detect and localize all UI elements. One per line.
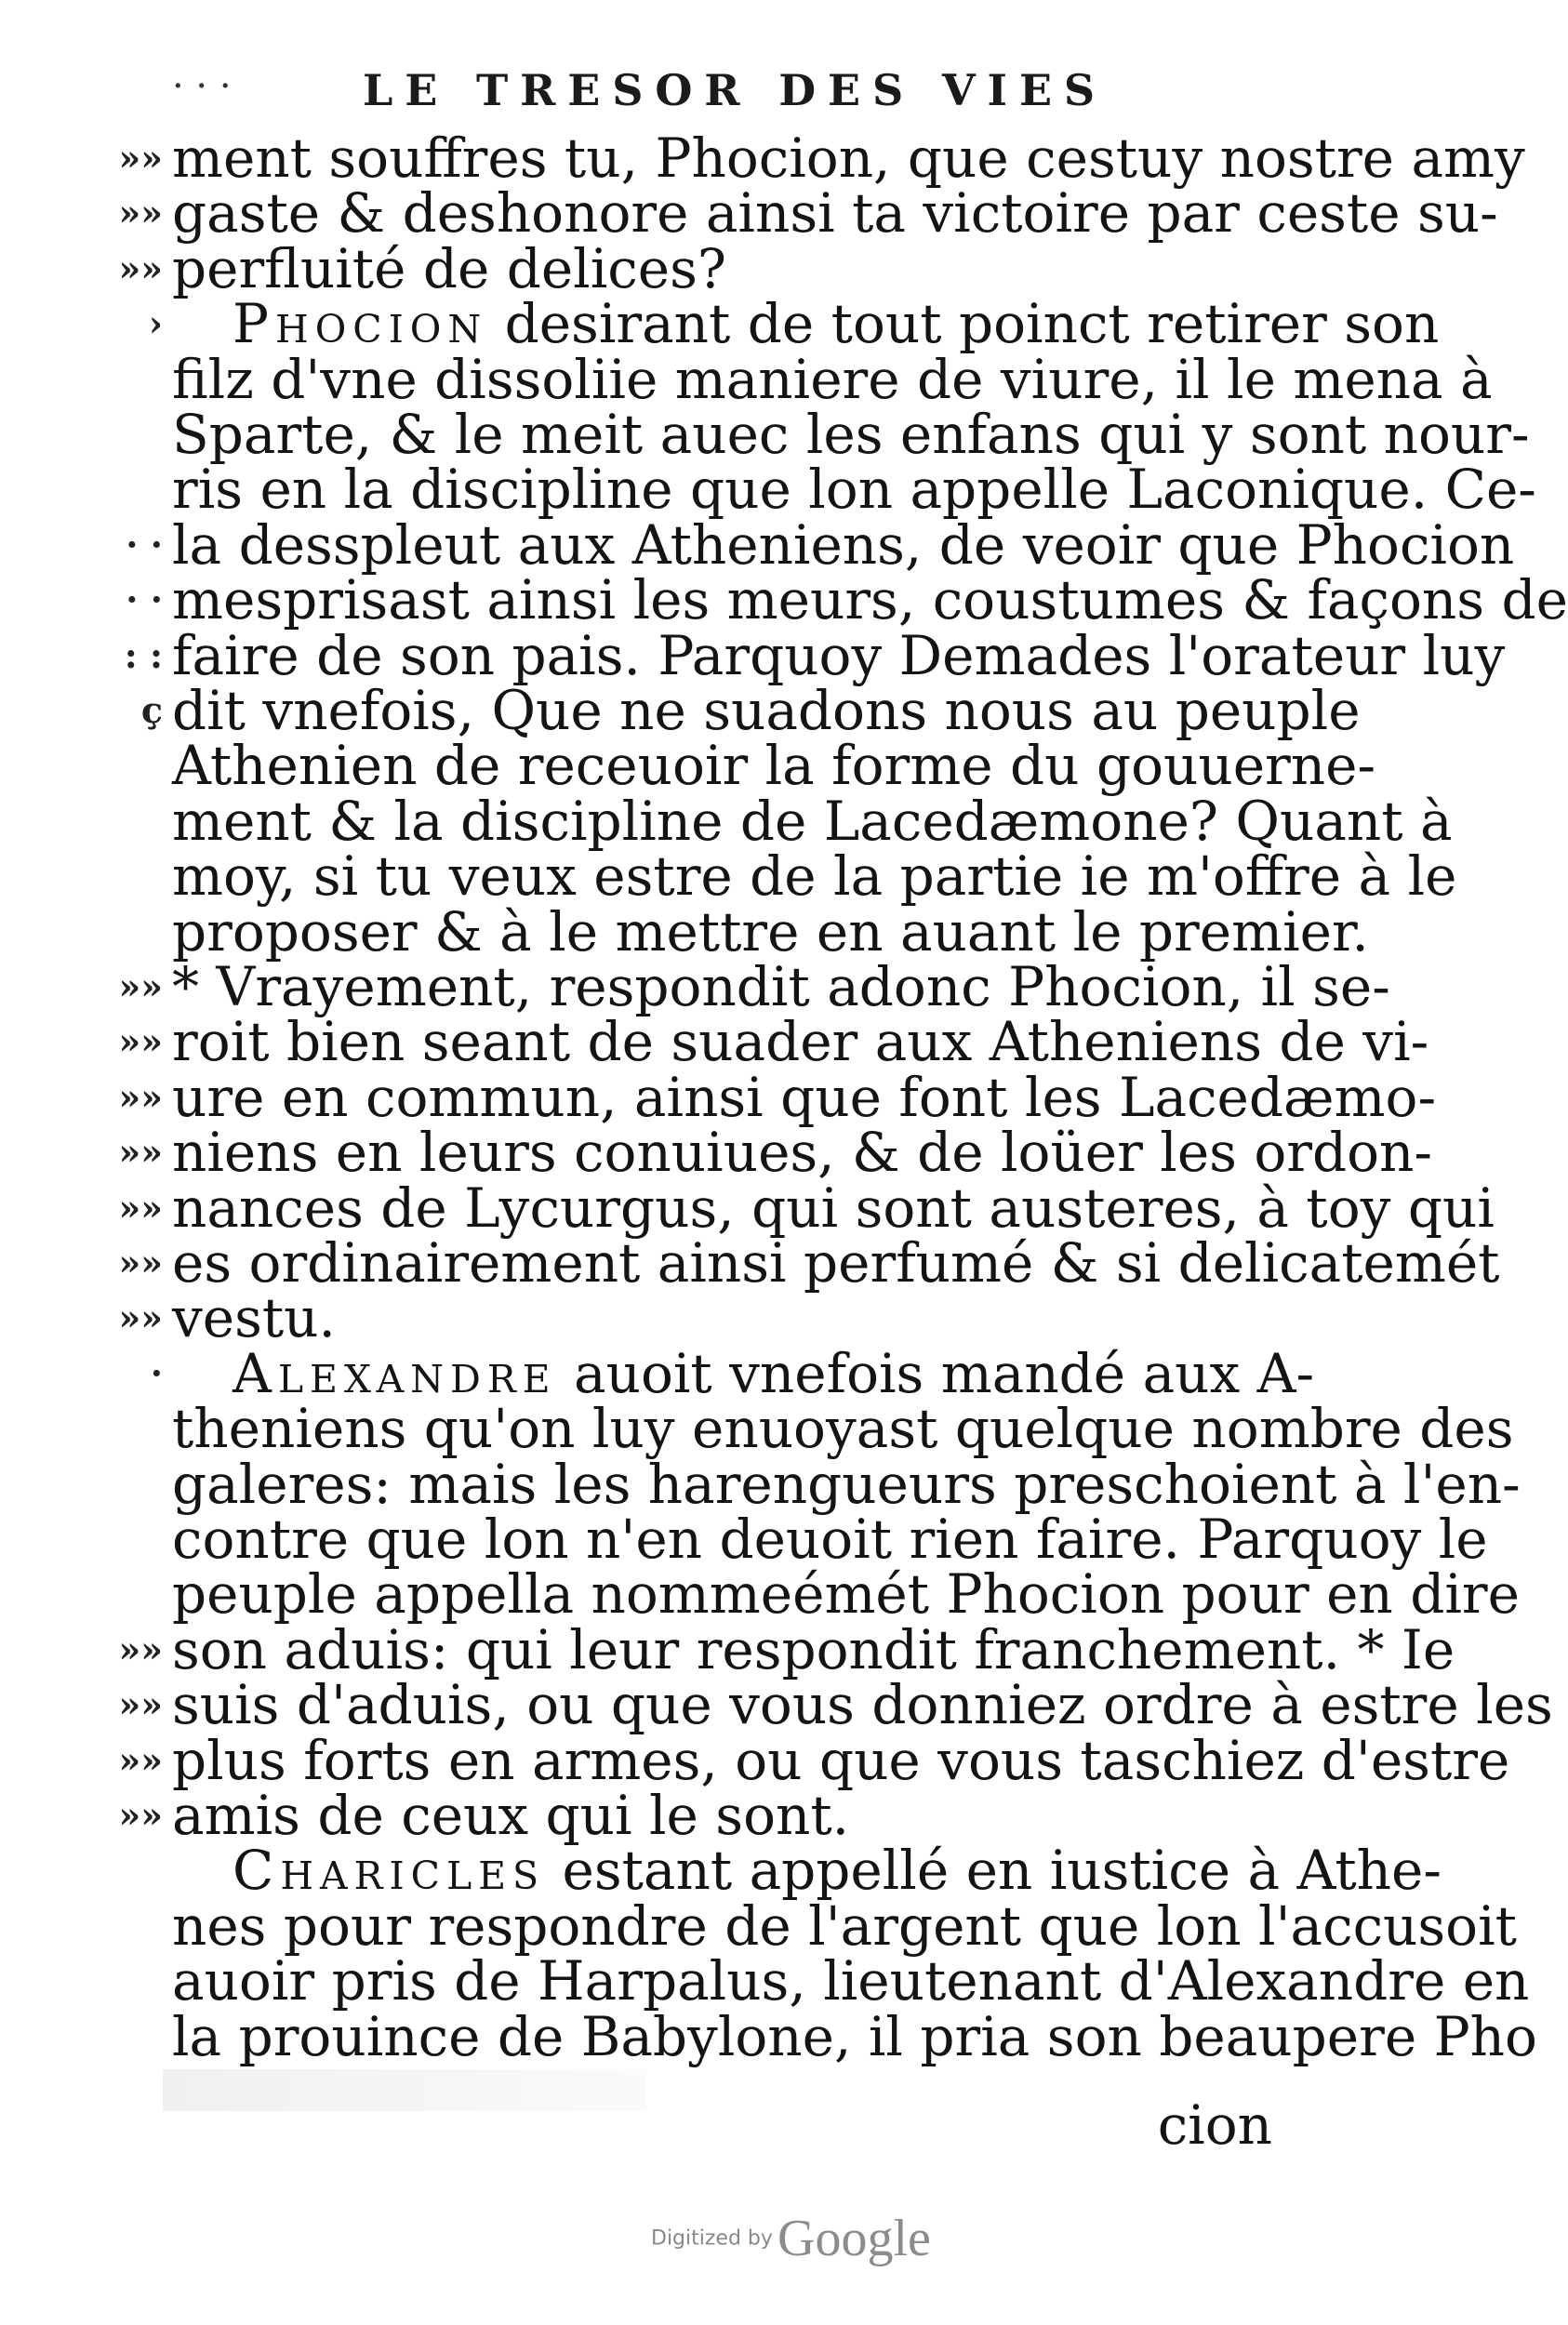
line-text: mesprisast ainsi les meurs, coustumes & façons de bbox=[172, 568, 1568, 631]
text-line bbox=[172, 1176, 1495, 1240]
line-text: peuple appella nommeémét Phocion pour en dire bbox=[172, 1562, 1520, 1626]
text-line bbox=[172, 844, 1457, 908]
margin-quote-marker: · · bbox=[126, 578, 163, 620]
margin-quote-marker: · · bbox=[126, 524, 163, 565]
margin-quote-marker: › bbox=[148, 302, 163, 344]
text-line bbox=[172, 1397, 1514, 1460]
line-text: auoir pris de Harpalus, lieutenant d'Alexandre en bbox=[172, 1949, 1530, 2013]
text-line bbox=[172, 403, 1530, 466]
line-text: la prouince de Babylone, il pria son beaupere Pho bbox=[172, 2005, 1537, 2068]
running-title: LE TRESOR DES VIES bbox=[363, 65, 1107, 115]
text-line bbox=[172, 900, 1369, 963]
line-text: galeres: mais les harengueurs preschoient à l'en- bbox=[172, 1453, 1521, 1516]
catchword: cion bbox=[1157, 2093, 1272, 2157]
text-line bbox=[172, 1562, 1520, 1626]
text-line bbox=[172, 1121, 1433, 1184]
line-text: la desspleut aux Atheniens, de veoir que Phocion bbox=[172, 513, 1515, 577]
line-text: estant appellé en iustice à Athe- bbox=[545, 1839, 1442, 1902]
line-text: Sparte, & le meit auec les enfans qui y sont nour- bbox=[172, 403, 1530, 466]
line-text: desirant de tout poinct retirer son bbox=[487, 292, 1440, 355]
margin-quote-marker: »» bbox=[118, 1739, 163, 1781]
margin-quote-marker: »» bbox=[118, 1187, 163, 1229]
text-line bbox=[172, 679, 1361, 742]
text-line bbox=[172, 568, 1568, 631]
text-line bbox=[172, 126, 1525, 190]
line-text: dit vnefois, Que ne suadons nous au peuple bbox=[172, 679, 1361, 742]
page-smudge bbox=[163, 2069, 646, 2111]
text-line bbox=[172, 1784, 1288, 1847]
margin-quote-marker: »» bbox=[118, 1242, 163, 1283]
text-line bbox=[172, 1453, 1521, 1516]
margin-quote-marker: »» bbox=[118, 247, 163, 289]
margin-quote-marker: »» bbox=[118, 1076, 163, 1118]
text-line bbox=[233, 1342, 1349, 1405]
line-text: niens en leurs conuiues, & de loüer les ordon- bbox=[172, 1121, 1433, 1184]
line-text: plus forts en armes, ou que vous taschiez d'estre bbox=[172, 1729, 1510, 1792]
margin-quote-marker: »» bbox=[118, 1131, 163, 1173]
line-text: filz d'vne dissoliie maniere de viure, il le mena à bbox=[172, 348, 1493, 411]
digitization-watermark bbox=[651, 2209, 931, 2268]
line-text: ment & la discipline de Lacedæmone? Quant à bbox=[172, 790, 1453, 853]
text-line bbox=[172, 237, 1288, 300]
line-text: moy, si tu veux estre de la partie ie m'offre à le bbox=[172, 844, 1457, 908]
text-line bbox=[172, 348, 1493, 411]
margin-quote-marker: »» bbox=[118, 1296, 163, 1338]
text-line bbox=[172, 513, 1515, 577]
line-text: ure en commun, ainsi que font les Lacedæmo- bbox=[172, 1066, 1437, 1129]
line-text: faire de son pais. Parquoy Demades l'orateur luy bbox=[172, 624, 1506, 687]
line-text: amis de ceux qui le sont. bbox=[172, 1784, 850, 1847]
margin-quote-marker: »» bbox=[118, 965, 163, 1007]
line-text: * Vrayement, respondit adonc Phocion, il se- bbox=[172, 955, 1390, 1018]
text-line bbox=[233, 292, 1440, 355]
watermark-prefix: Digitized by bbox=[651, 2226, 773, 2251]
text-line bbox=[172, 1673, 1553, 1736]
line-text: vestu. bbox=[172, 1286, 336, 1349]
line-text: ris en la discipline que lon appelle Laconique. Ce- bbox=[172, 458, 1536, 521]
line-text: suis d'aduis, ou que vous donniez ordre à estre les bbox=[172, 1673, 1553, 1736]
line-text: gaste & deshonore ainsi ta victoire par ceste su- bbox=[172, 181, 1498, 245]
text-line bbox=[172, 734, 1376, 797]
margin-quote-marker: »» bbox=[118, 1020, 163, 1062]
margin-quote-marker: »» bbox=[118, 192, 163, 233]
text-line bbox=[172, 1949, 1530, 2013]
text-line bbox=[172, 955, 1390, 1018]
text-line bbox=[172, 1010, 1429, 1073]
line-text: son aduis: qui leur respondit franchement. * Ie bbox=[172, 1618, 1455, 1681]
text-line bbox=[172, 1231, 1500, 1295]
text-line bbox=[172, 1894, 1517, 1958]
section-lead-name: Alexandre bbox=[233, 1342, 557, 1405]
line-text: es ordinairement ainsi perfumé & si delicatemét bbox=[172, 1231, 1500, 1295]
line-text: ment souffres tu, Phocion, que cestuy nostre amy bbox=[172, 126, 1525, 190]
google-logo: Google bbox=[777, 2210, 931, 2267]
line-text: contre que lon n'en deuoit rien faire. Parquoy le bbox=[172, 1508, 1488, 1571]
line-text: proposer & à le mettre en auant le premier. bbox=[172, 900, 1369, 963]
line-text: perfluité de delices? bbox=[172, 237, 726, 300]
line-text: roit bien seant de suader aux Atheniens de vi- bbox=[172, 1010, 1429, 1073]
margin-quote-marker: ç bbox=[140, 689, 163, 731]
text-line bbox=[172, 790, 1453, 853]
line-text: nes pour respondre de l'argent que lon l'accusoit bbox=[172, 1894, 1517, 1958]
text-line bbox=[172, 1618, 1455, 1681]
text-line bbox=[172, 1286, 1288, 1349]
section-lead-name: Charicles bbox=[233, 1839, 546, 1902]
text-line bbox=[172, 181, 1498, 245]
text-line bbox=[172, 1508, 1488, 1571]
text-line bbox=[172, 458, 1536, 521]
line-text: auoit vnefois mandé aux A- bbox=[556, 1342, 1315, 1405]
margin-quote-marker: »» bbox=[118, 1628, 163, 1670]
line-text: Athenien de receuoir la forme du gouuerne- bbox=[172, 734, 1376, 797]
margin-quote-marker: · bbox=[150, 1352, 163, 1394]
text-line bbox=[172, 1066, 1437, 1129]
text-line bbox=[172, 1729, 1510, 1792]
line-text: nances de Lycurgus, qui sont austeres, à toy qui bbox=[172, 1176, 1495, 1240]
margin-quote-marker: »» bbox=[118, 1794, 163, 1836]
margin-quote-marker: : : bbox=[124, 634, 163, 676]
line-text: theniens qu'on luy enuoyast quelque nombre des bbox=[172, 1397, 1514, 1460]
margin-quote-marker: »» bbox=[118, 137, 163, 179]
text-line bbox=[172, 2005, 1537, 2068]
margin-quote-marker: »» bbox=[118, 1683, 163, 1725]
text-line bbox=[172, 624, 1506, 687]
text-line bbox=[233, 1839, 1442, 1902]
header-ornament: · · · bbox=[172, 65, 232, 108]
section-lead-name: Phocion bbox=[233, 292, 488, 355]
